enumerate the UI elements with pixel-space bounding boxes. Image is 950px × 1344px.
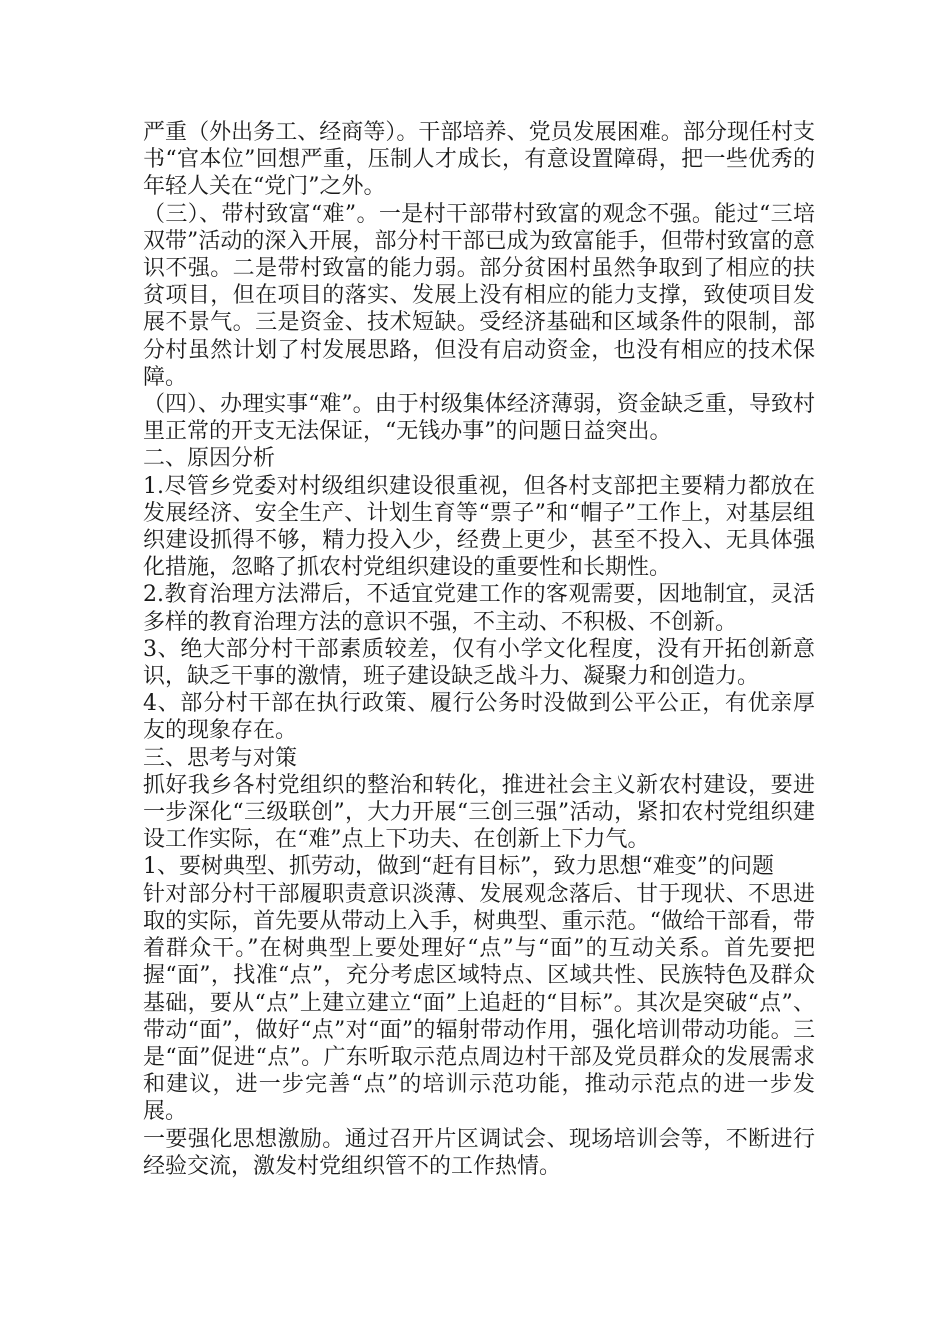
subheading-measure-1: 1、要树典型、抓劳动，做到“赶有目标”，致力思想“难变”的问题 <box>143 854 774 880</box>
paragraph-cause-1: 1.尽管乡党委对村级组织建设很重视，但各村支部把主要精力都放在发展经济、安全生产、计划生育等“票子”和“帽子”工作上，对基层组织建设抓得不够，精力投入少，经费上更少，甚至不投入、无具体强化措施，忽略了抓农村党组织建设的重要性和长期性。 <box>143 473 815 581</box>
paragraph-cause-3: 3、绝大部分村干部素质较差，仅有小学文化程度，没有开拓创新意识，缺乏干事的激情，班子建设缺乏战斗力、凝聚力和创造力。 <box>143 636 815 690</box>
paragraph-countermeasures-intro: 抓好我乡各村党组织的整治和转化，推进社会主义新农村建设，要进一步深化“三级联创”，大力开展“三创三强”活动，紧扣农村党组织建设工作实际，在“难”点上下功夫、在创新上下力气。 <box>143 772 815 853</box>
paragraph-section-4: （四）、办理实事“难”。由于村级集体经济薄弱，资金缺乏重，导致村里正常的开支无法保证，“无钱办事”的问题日益突出。 <box>143 392 815 445</box>
paragraph-cause-4: 4、部分村干部在执行政策、履行公务时没做到公平公正，有优亲厚友的现象存在。 <box>143 691 815 744</box>
paragraph-section-3: （三）、带村致富“难”。一是村干部带村致富的观念不强。能过“三培双带”活动的深入开展，部分村干部已成为致富能手，但带村致富的意识不强。二是带村致富的能力弱。部分贫困村虽然争取到了相应的扶贫项目，但在项目的落实、发展上没有相应的能力支撑，致使项目发展不景气。三是资金、技术短缺。受经济基础和区域条件的限制，部分村虽然计划了村发展思路，但没有启动资金，也没有相应的技术保障。 <box>143 201 815 390</box>
paragraph-measure-1-detail: 针对部分村干部履职责意识淡薄、发展观念落后、甘于现状、不思进取的实际，首先要从带动上入手，树典型、重示范。“做给干部看，带着群众干。”在树典型上要处理好“点”与“面”的互动关系。首先要把握“面”，找准“点”，充分考虑区域特点、区域共性、民族特色及群众基础，要从“点”上建立建立“面”上追赶的“目标”。其次是突破“点”、带动“面”，做好“点”对“面”的辐射带动作用，强化培训带动功能。三是“面”促进“点”。广东听取示范点周边村干部及党员群众的发展需求和建议，进一步完善“点”的培训示范功能，推动示范点的进一步发展。 <box>143 881 815 1125</box>
paragraph-thought-motivation: 一要强化思想激励。通过召开片区调试会、现场培训会等，不断进行经验交流，激发村党组织管不的工作热情。 <box>143 1126 815 1179</box>
heading-cause-analysis: 二、原因分析 <box>143 446 276 472</box>
heading-countermeasures: 三、思考与对策 <box>143 745 298 771</box>
paragraph-cause-2: 2.教育治理方法滞后，不适宜党建工作的客观需要，因地制宜，灵活多样的教育治理方法的意识不强，不主动、不积极、不创新。 <box>143 582 815 635</box>
paragraph-continuation: 严重（外出务工、经商等）。干部培养、党员发展困难。部分现任村支书“官本位”回想严重，压制人才成长，有意设置障碍，把一些优秀的年轻人关在“党门”之外。 <box>143 120 815 200</box>
document-body <box>143 119 815 1180</box>
